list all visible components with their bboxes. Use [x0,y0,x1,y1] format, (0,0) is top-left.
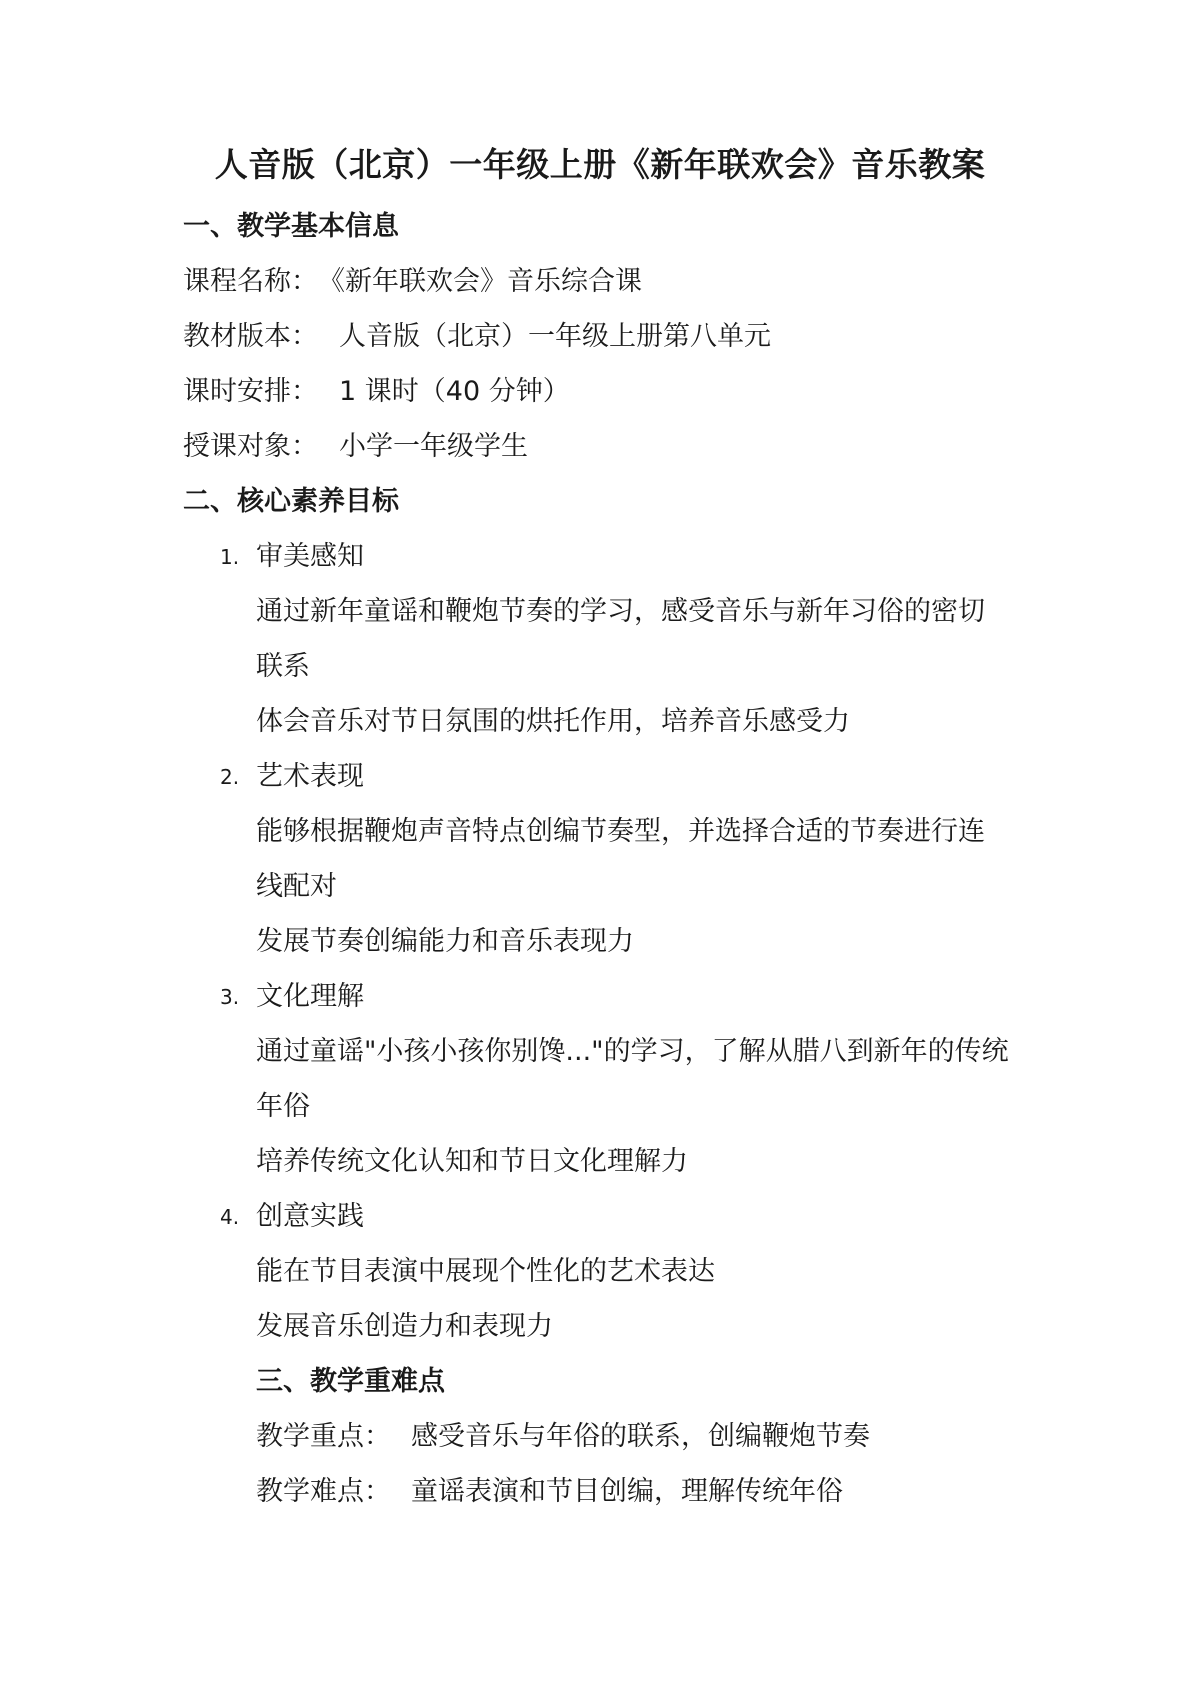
goal-text-line: 能够根据鞭炮声音特点创编节奏型，并选择合适的节奏进行连 [256,816,985,847]
audience-label: 授课对象： [183,431,318,462]
goal-text-line: 联系 [256,651,310,682]
goal-text-line: 年俗 [256,1091,310,1122]
schedule-label: 课时安排： [183,376,318,407]
goal-text-line: 能在节目表演中展现个性化的艺术表达 [256,1256,715,1287]
schedule-value: 1 课时（40 分钟） [339,376,570,407]
goal-title: 创意实践 [256,1201,364,1232]
key-point-label: 教学重点： [256,1421,391,1452]
difficulty-label: 教学难点： [256,1476,391,1507]
key-point-value: 感受音乐与年俗的联系，创编鞭炮节奏 [411,1421,870,1452]
goal-text-line: 线配对 [256,871,337,902]
difficulty-value: 童谣表演和节目创编，理解传统年俗 [411,1476,843,1507]
audience-value: 小学一年级学生 [339,431,528,462]
goal-text-line: 通过新年童谣和鞭炮节奏的学习，感受音乐与新年习俗的密切 [256,596,985,627]
textbook-label: 教材版本： [183,321,318,352]
goal-text-line: 通过童谣"小孩小孩你别馋..."的学习，了解从腊八到新年的传统 [256,1036,1009,1067]
document-title: 人音版（北京）一年级上册《新年联欢会》音乐教案 [214,145,986,184]
goal-text-line: 发展音乐创造力和表现力 [256,1311,553,1342]
goal-number: 1. [220,545,240,569]
section-heading-key-points: 三、教学重难点 [256,1366,445,1397]
goal-number: 4. [220,1205,240,1229]
goal-text-line: 发展节奏创编能力和音乐表现力 [256,926,634,957]
course-name-label: 课程名称： [183,266,318,297]
section-heading-basic-info: 一、教学基本信息 [183,211,399,242]
textbook-value: 人音版（北京）一年级上册第八单元 [339,321,771,352]
goal-number: 2. [220,765,240,789]
goal-number: 3. [220,985,240,1009]
goal-title: 审美感知 [256,541,364,572]
section-heading-core-goals: 二、核心素养目标 [183,486,399,517]
goal-title: 文化理解 [256,981,364,1012]
goal-text-line: 体会音乐对节日氛围的烘托作用，培养音乐感受力 [256,706,850,737]
goal-title: 艺术表现 [256,761,364,792]
goal-text-line: 培养传统文化认知和节日文化理解力 [256,1146,688,1177]
course-name-value: 《新年联欢会》音乐综合课 [318,266,642,297]
